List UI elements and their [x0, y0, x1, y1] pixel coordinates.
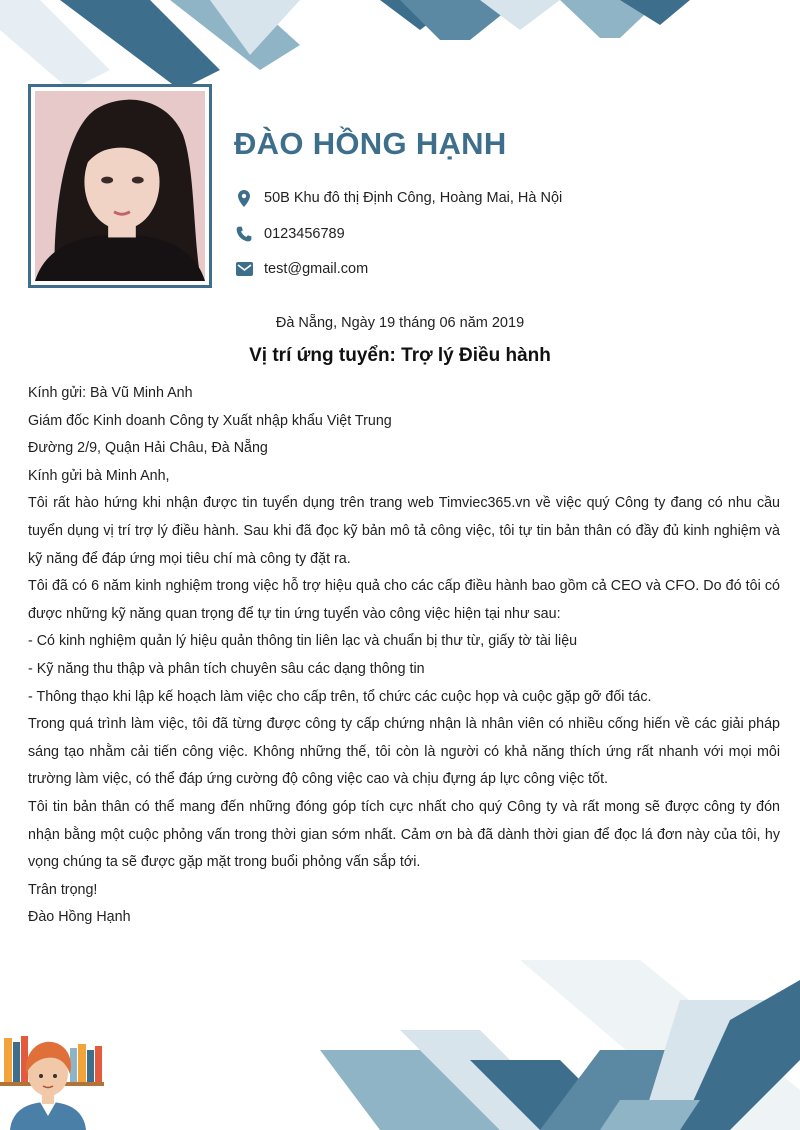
- profile-photo-frame: [28, 84, 212, 288]
- letter-date: Đà Nẵng, Ngày 19 tháng 06 năm 2019: [275, 315, 525, 331]
- recipient-address: Đường 2/9, Quận Hải Châu, Đà Nẵng: [28, 440, 268, 457]
- signature: Đào Hồng Hạnh: [28, 909, 131, 926]
- skill-bullet: - Thông thạo khi lập kế hoạch làm việc cho cấp trên, tổ chức các cuộc họp và cuộc gặp gỡ đối tác.: [28, 688, 652, 705]
- contact-phone: [234, 222, 345, 246]
- skill-bullet: - Kỹ năng thu thập và phân tích chuyên sâu các dạng thông tin: [28, 660, 425, 677]
- profile-photo: [35, 91, 205, 281]
- office-worker-illustration: [0, 1032, 110, 1130]
- bottom-decoration: [0, 940, 800, 1130]
- contact-email: [234, 257, 368, 281]
- recipient-title: Giám đốc Kinh doanh Công ty Xuất nhập khẩu Việt Trung: [28, 412, 392, 429]
- position-title: Vị trí ứng tuyển: Trợ lý Điều hành: [249, 345, 551, 366]
- recipient-line: Kính gửi: Bà Vũ Minh Anh: [28, 385, 193, 401]
- top-decoration: [0, 0, 800, 90]
- envelope-icon: [234, 259, 254, 279]
- paragraph-experience: Tôi đã có 6 năm kinh nghiệm trong việc hỗ trợ hiệu quả cho các cấp điều hành bao gồm cả CEO và CFO. Do đó tôi có được những kỹ năng quan trọng để tự tin ứng tuyển vào công việc hiện tại như sau:: [28, 578, 780, 622]
- salutation: Kính gửi bà Minh Anh,: [28, 467, 170, 484]
- skill-bullet: - Có kinh nghiệm quản lý hiệu quản thông tin liên lạc và chuẩn bị thư từ, giấy tờ tài liệu: [28, 633, 578, 650]
- address-text: 50B Khu đô thị Định Công, Hoàng Mai, Hà Nội: [264, 190, 563, 206]
- contact-address: [234, 186, 562, 210]
- email-text: test@gmail.com: [264, 261, 369, 277]
- paragraph-achievements: Trong quá trình làm việc, tôi đã từng được công ty cấp chứng nhận là nhân viên có nhiều cống hiến về các giải pháp sáng tạo nhằm cải tiến công việc. Không những thế, tôi còn là người có khả năng thích ứng rất nhanh với mọi môi trường làm việc, có thể đáp ứng cường độ công việc cao và chịu đựng áp lực công việc tốt.: [28, 716, 780, 788]
- phone-text: 0123456789: [264, 226, 345, 242]
- phone-icon: [234, 224, 254, 244]
- map-marker-icon: [234, 188, 254, 208]
- paragraph-intro: Tôi rất hào hứng khi nhận được tin tuyển dụng trên trang web Timviec365.vn về việc quý Công ty đang có nhu cầu tuyển dụng vị trí trợ lý điều hành. Sau khi đã đọc kỹ bản mô tả công việc, tôi tự tin bản thân có đầy đủ kinh nghiệm và kỹ năng để đáp ứng mọi tiêu chí mà công ty đặt ra.: [28, 495, 780, 567]
- letter-body: [28, 380, 780, 932]
- paragraph-closing: Tôi tin bản thân có thể mang đến những đóng góp tích cực nhất cho quý Công ty và rất mong sẽ được công ty đón nhận bằng một cuộc phỏng vấn trong thời gian sớm nhất. Cảm ơn bà đã dành thời gian để đọc lá đơn này của tôi, hy vọng chúng ta sẽ được gặp mặt trong buổi phỏng vấn sắp tới.: [28, 798, 780, 871]
- applicant-name: ĐÀO HỒNG HẠNH: [234, 126, 507, 161]
- closing-line: Trân trọng!: [28, 881, 98, 898]
